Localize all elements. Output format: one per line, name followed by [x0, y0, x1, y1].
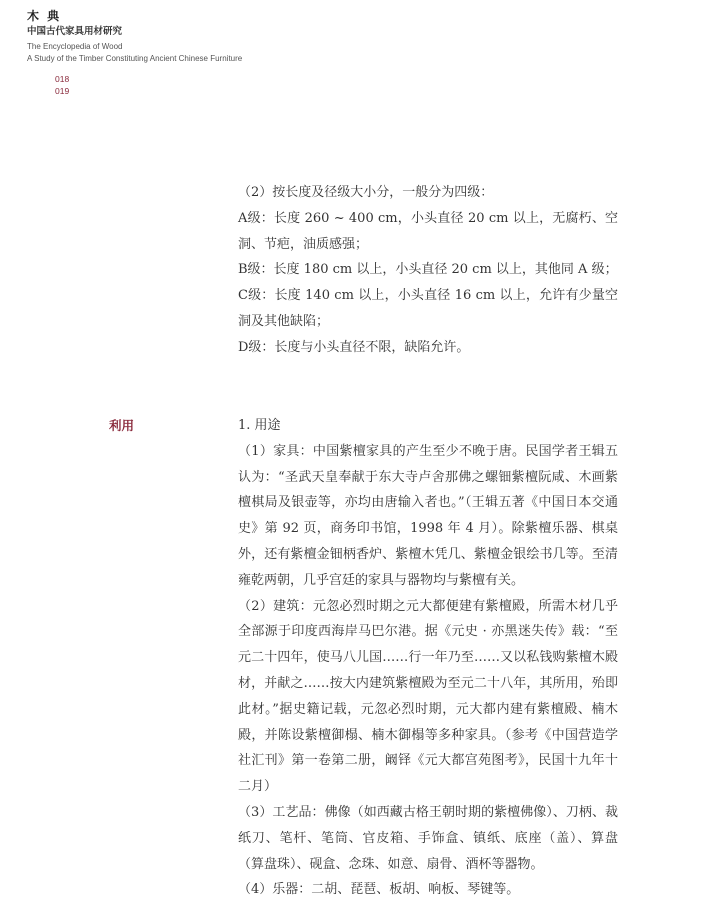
usage-heading: 1. 用途: [238, 418, 281, 433]
usage-instruments: （4）乐器：二胡、琵琶、板胡、响板、琴键等。: [238, 882, 520, 898]
book-subtitle-cn: 中国古代家具用材研究: [27, 26, 123, 37]
usage-architecture: （2）建筑：元忽必烈时期之元大都便建有紫檀殿，所需木材几乎全部源于印度西海岸马巴尔港。据《元史 · 亦黑迷失传》载：“至元二十四年，使马八儿国……行一年乃至……又以私钱购紫檀木殿材，并献之……按大内建筑紫檀殿为至元二十八年，其所用，殆即此材。”据史籍记载，元忽必烈时期，元大都内建有紫檀殿、楠木殿，并陈设紫檀御榻、楠木御榻等多种家具。（参考《中国营造学社汇刊》第一卷第二册，阚铎《元大都宫苑图考》，民国十九年十二月）: [238, 598, 618, 795]
grading-section: [238, 180, 618, 361]
grade-a: A级：长度 260 ~ 400 cm，小头直径 20 cm 以上，无腐朽、空洞、节疤，油质感强；: [238, 210, 618, 252]
section-label-usage: 利用: [109, 418, 135, 433]
book-title-cn: 木 典: [27, 9, 62, 23]
book-title-en: The Encyclopedia of Wood: [27, 42, 123, 51]
grade-c: C级：长度 140 cm 以上，小头直径 16 cm 以上，允许有少量空洞及其他缺陷；: [238, 288, 618, 329]
grade-b: B级：长度 180 cm 以上，小头直径 20 cm 以上，其他同 A 级；: [238, 262, 618, 278]
usage-furniture: （1）家具：中国紫檀家具的产生至少不晚于唐。民国学者王辑五认为：“圣武天皇奉献于东大寺卢舍那佛之螺钿紫檀阮咸、木画紫檀棋局及银壶等，亦均由唐输入者也。”（王辑五著《中国日本交通史》第 92 页，商务印书馆，1998 年 4 月）。除紫檀乐器、棋桌外，还有紫檀金钿柄香炉、紫檀木凭几、紫檀金银绘书几等。至清雍乾两朝，几乎宫廷的家具与器物均与紫檀有关。: [238, 443, 618, 588]
grade-d: D级：长度与小头直径不限，缺陷允许。: [238, 339, 470, 355]
book-header: [27, 8, 327, 65]
usage-section: [238, 413, 618, 903]
page-numbers: [55, 73, 69, 97]
book-subtitle-en: A Study of the Timber Constituting Ancient Chinese Furniture: [27, 54, 243, 63]
page-number-right: 019: [55, 86, 70, 96]
page-number-left: 018: [55, 74, 70, 84]
usage-crafts: （3）工艺品：佛像（如西藏古格王朝时期的紫檀佛像）、刀柄、裁纸刀、笔杆、笔筒、官皮箱、手饰盒、镇纸、底座（盖）、算盘（算盘珠）、砚盒、念珠、如意、扇骨、酒杯等器物。: [238, 804, 618, 872]
grading-intro: （2）按长度及径级大小分，一般分为四级：: [238, 185, 494, 200]
